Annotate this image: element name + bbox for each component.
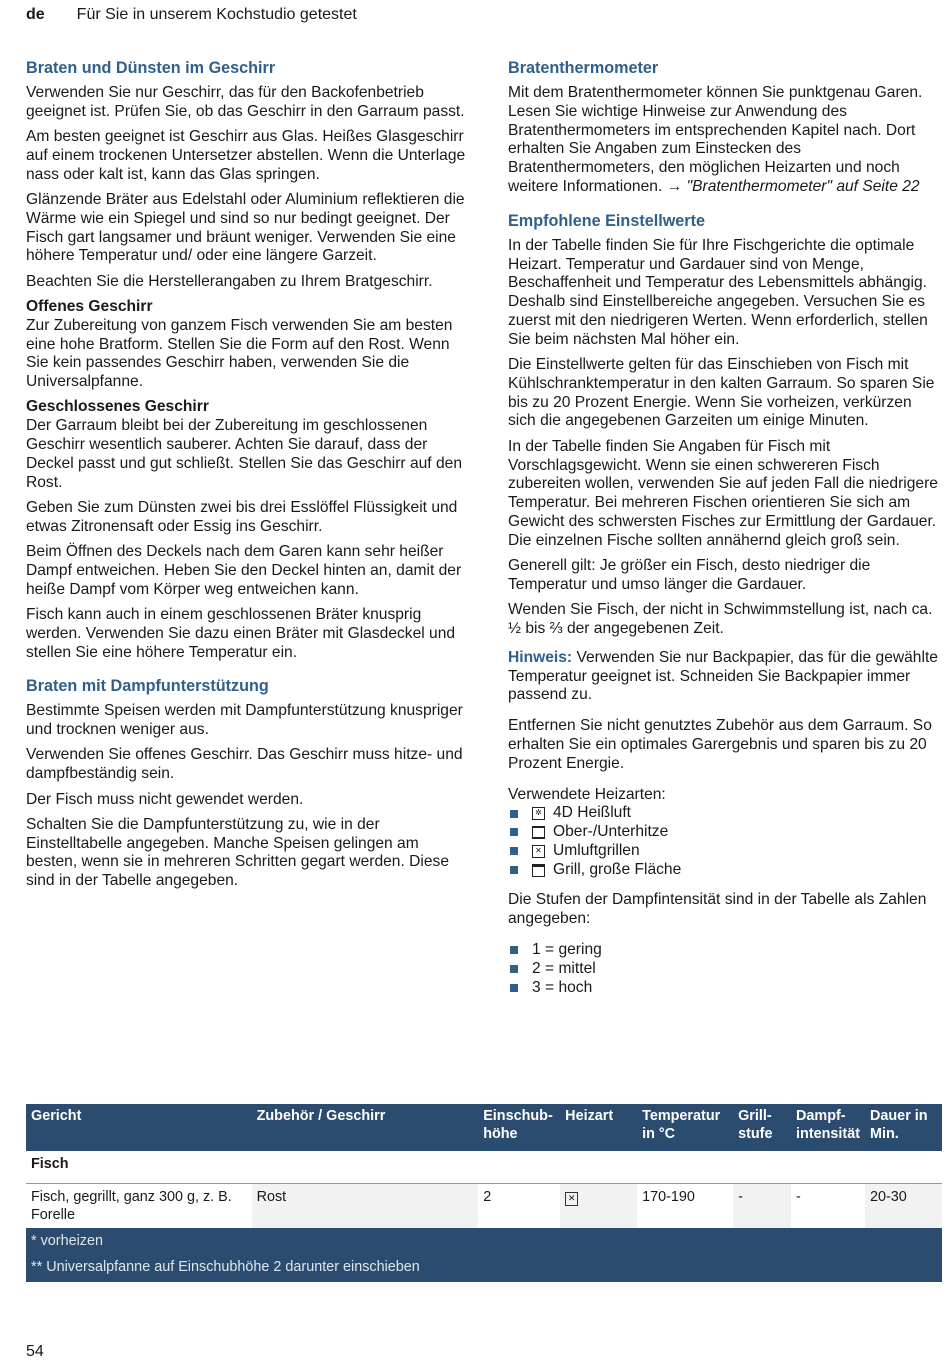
cell-grill: - <box>733 1184 791 1229</box>
section-title-bratenthermometer: Bratenthermometer <box>508 59 659 77</box>
list-item-label: 4D Heißluft <box>553 804 631 822</box>
paragraph: Der Fisch muss nicht gewendet werden. <box>26 790 304 808</box>
paragraph: Bestimmte Speisen werden mit Dampfunterstützung knuspriger und trocknen weniger aus. <box>26 702 463 739</box>
section-title-dampfunterstuetzung: Braten mit Dampfunterstützung <box>26 677 269 696</box>
category-label: Fisch <box>31 1156 69 1172</box>
paragraph: Der Garraum bleibt bei der Zubereitung im geschlossenen Geschirr wesentlich sauberer. Achten Sie darauf, dass der Deckel passt und gut schließt. Stellen Sie das Geschirr auf den Rost. <box>26 417 462 491</box>
bullet-icon <box>510 965 518 973</box>
heating-modes-list <box>508 804 940 879</box>
header-title: Für Sie in unserem Kochstudio getestet <box>76 6 357 23</box>
list-item-label: 1 = gering <box>532 941 602 959</box>
list-item <box>508 842 940 861</box>
4d-hot-air-icon: ✲ <box>532 807 545 820</box>
paragraph: Generell gilt: Je größer ein Fisch, desto niedriger die Temperatur und umso länger die Gardauer. <box>508 557 871 593</box>
list-item <box>508 861 940 880</box>
bullet-icon <box>510 810 518 818</box>
top-bottom-heat-icon <box>532 826 545 839</box>
fan-grill-icon: ✕ <box>565 1192 578 1206</box>
subheading-geschlossenes-geschirr: Geschlossenes Geschirr <box>26 398 209 416</box>
list-item-label: Grill, große Fläche <box>553 860 682 878</box>
column-header: Zubehör / Geschirr <box>252 1104 479 1151</box>
fan-grill-icon: ✕ <box>532 845 545 858</box>
paragraph: Glänzende Bräter aus Edelstahl oder Aluminium reflektieren die Wärme wie ein Spiegel und sind so nur bedingt geeignet. Der Fisch gart langsamer und bräunt weniger. Verwenden Sie eine höhere Temperatur und/ oder eine längere Garzeit. <box>26 190 465 265</box>
page-number: 54 <box>26 1343 44 1360</box>
column-header: Gericht <box>26 1104 252 1151</box>
footnote-row <box>26 1254 942 1282</box>
paragraph: Geben Sie zum Dünsten zwei bis drei Esslöffel Flüssigkeit und etwas Zitronensaft oder Essig ins Geschirr. <box>26 498 458 535</box>
hint-text: Verwenden Sie nur Backpapier, das für die gewählte Temperatur geeignet ist. Schneiden Sie Backpapier immer passend zu. <box>508 648 938 704</box>
column-header: Einschub- höhe <box>478 1104 560 1151</box>
list-item <box>508 823 940 842</box>
column-header: Dauer in Min. <box>865 1104 942 1151</box>
subheading-offenes-geschirr: Offenes Geschirr <box>26 297 153 315</box>
bullet-icon <box>510 984 518 992</box>
paragraph: Beim Öffnen des Deckels nach dem Garen kann sehr heißer Dampf entweichen. Heben Sie den Deckel hinten an, damit der heiße Dampf vom Körper weg entweichen kann. <box>26 543 462 598</box>
paragraph: Zur Zubereitung von ganzem Fisch verwenden Sie am besten eine hohe Bratform. Stellen Sie die Form auf den Rost. Wenn Sie kein passendes Geschirr haben, verwenden Sie die Universalpfanne. <box>26 316 453 391</box>
language-code: de <box>26 6 45 23</box>
paragraph: Verwenden Sie nur Geschirr, das für den Backofenbetrieb geeignet ist. Prüfen Sie, ob das Geschirr in den Garraum passt. <box>26 84 465 120</box>
hint-paragraph <box>508 649 940 705</box>
hint-label: Hinweis: <box>508 648 573 666</box>
section-title-einstellwerte: Empfohlene Einstellwerte <box>508 211 705 230</box>
full-grill-icon <box>532 864 545 877</box>
footnote-row <box>26 1228 942 1254</box>
cross-reference-link[interactable]: "Bratenthermometer" auf Seite 22 <box>686 177 920 195</box>
cell-accessory: Rost <box>252 1184 479 1229</box>
footnote: * vorheizen <box>26 1228 942 1254</box>
paragraph <box>508 84 940 197</box>
list-item <box>508 941 940 960</box>
paragraph: In der Tabelle finden Sie für Ihre Fischgerichte die optimale Heizart. Temperatur und Gardauer sind von Menge, Beschaffenheit und Temperatur des Lebensmittels abhängig. Deshalb sind Einstellbereiche angegeben. Versuchen Sie es zuerst mit den niedrigeren Werten. Wenn erforderlich, stellen Sie beim nächsten Mal höher ein. <box>508 236 928 348</box>
settings-table <box>26 1104 942 1282</box>
list-item-label: 2 = mittel <box>532 959 596 977</box>
footnote: ** Universalpfanne auf Einschubhöhe 2 darunter einschieben <box>26 1254 942 1282</box>
paragraph: Beachten Sie die Herstellerangaben zu Ihrem Bratgeschirr. <box>26 272 433 290</box>
table-header-row <box>26 1104 942 1151</box>
cell-level: 2 <box>478 1184 560 1229</box>
column-header: Heizart <box>560 1104 637 1151</box>
cell-mode <box>560 1184 637 1229</box>
column-header: Dampf- intensität <box>791 1104 865 1151</box>
column-header: Temperatur in °C <box>637 1104 733 1151</box>
bullet-icon <box>510 866 518 874</box>
cell-temperature: 170-190 <box>637 1184 733 1229</box>
paragraph-text: Mit dem Bratenthermometer können Sie punktgenau Garen. Lesen Sie wichtige Hinweise zur Anwendung des Bratenthermometers im entsprechenden Kapitel nach. Dort erhalten Sie Angaben zum Einstecken des Bratenthermometers, den möglichen Heizarten und noch weitere Informationen. <box>508 84 923 195</box>
arrow-icon: → <box>666 177 683 195</box>
paragraph: Wenden Sie Fisch, der nicht in Schwimmstellung ist, nach ca. ½ bis ⅔ der angegebenen Zeit. <box>508 601 933 637</box>
paragraph: Am besten geeignet ist Geschirr aus Glas. Heißes Glasgeschirr auf einem trockenen Untersetzer abstellen. Wenn die Unterlage nass oder kalt ist, kann das Glas springen. <box>26 128 466 183</box>
column-header: Grill- stufe <box>733 1104 791 1151</box>
list-item-label: Umluftgrillen <box>553 841 640 859</box>
section-title-braten-duensten: Braten und Dünsten im Geschirr <box>26 59 276 77</box>
category-row <box>26 1151 942 1184</box>
page-header <box>26 6 357 24</box>
steam-levels-intro: Die Stufen der Dampfintensität sind in der Tabelle als Zahlen angegeben: <box>508 891 927 928</box>
paragraph: Fisch kann auch in einem geschlossenen Bräter knusprig werden. Verwenden Sie dazu einen Bräter mit Glasdeckel und stellen Sie eine höhere Temperatur ein. <box>26 605 456 661</box>
right-column <box>508 58 940 1003</box>
list-item-label: 3 = hoch <box>532 978 593 996</box>
cell-dish: Fisch, gegrillt, ganz 300 g, z. B. Forelle <box>26 1184 252 1229</box>
cell-steam: - <box>791 1184 865 1229</box>
list-item <box>508 804 940 823</box>
list-item <box>508 979 940 998</box>
list-item <box>508 960 940 979</box>
paragraph: Die Einstellwerte gelten für das Einschieben von Fisch mit Kühlschranktemperatur in den kalten Garraum. So sparen Sie bis zu 20 Prozent Energie. Wenn Sie vorheizen, verkürzen sich die angegebenen Garzeiten um einige Minuten. <box>508 356 935 430</box>
heating-modes-intro: Verwendete Heizarten: <box>508 785 666 803</box>
steam-levels-list <box>508 941 940 997</box>
bullet-icon <box>510 828 518 836</box>
paragraph: Entfernen Sie nicht genutztes Zubehör aus dem Garraum. So erhalten Sie ein optimales Garergebnis und sparen bis zu 20 Prozent Energie. <box>508 717 932 772</box>
bullet-icon <box>510 946 518 954</box>
bullet-icon <box>510 847 518 855</box>
table-row <box>26 1184 942 1229</box>
left-column <box>26 58 466 897</box>
paragraph: Schalten Sie die Dampfunterstützung zu, wie in der Einstelltabelle angegeben. Manche Speisen gelingen am besten, wenn sie in mehreren Schritten gegart werden. Diese sind in der Tabelle angegeben. <box>26 815 449 890</box>
cell-time: 20-30 <box>865 1184 942 1229</box>
paragraph: Verwenden Sie offenes Geschirr. Das Geschirr muss hitze- und dampfbeständig sein. <box>26 746 463 783</box>
list-item-label: Ober-/Unterhitze <box>553 823 669 841</box>
paragraph: In der Tabelle finden Sie Angaben für Fisch mit Vorschlagsgewicht. Wenn sie einen schwereren Fisch zubereiten wollen, verwenden Sie auf jeden Fall die niedrigere Temperatur. Bei mehreren Fischen orientieren Sie sich am Gewicht des schwersten Fisches zur Ermittlung der Gardauer. Die einzelnen Fische sollten annähernd gleich groß sein. <box>508 437 938 549</box>
